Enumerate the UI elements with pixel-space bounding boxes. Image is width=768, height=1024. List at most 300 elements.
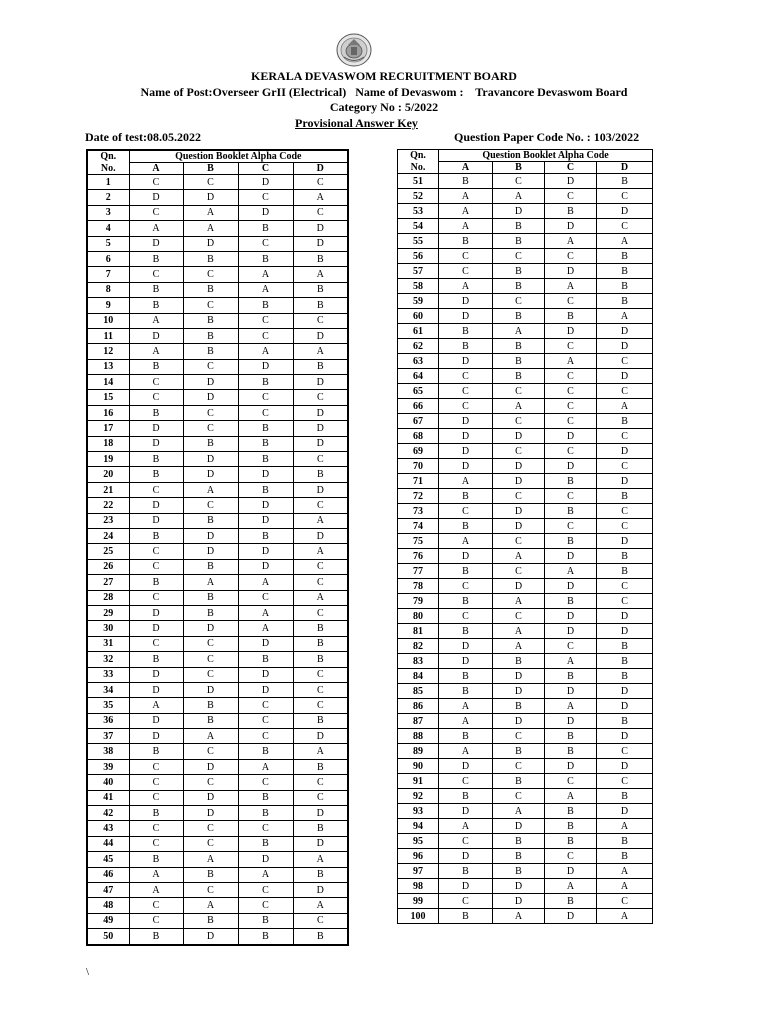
answer-code-a: D — [439, 759, 493, 774]
answer-code-d: D — [597, 444, 653, 459]
answer-code-d: C — [597, 504, 653, 519]
qn-header: Qn. — [87, 150, 129, 163]
answer-code-b: C — [493, 789, 545, 804]
answer-code-c: D — [545, 174, 597, 189]
answer-code-a: D — [129, 236, 183, 251]
answer-code-d: B — [597, 279, 653, 294]
answer-code-d: C — [293, 390, 348, 405]
answer-code-b: B — [183, 559, 238, 574]
question-number: 9 — [87, 298, 129, 313]
table-row — [398, 384, 653, 399]
question-number: 84 — [398, 669, 439, 684]
answer-code-d: C — [597, 384, 653, 399]
table-row — [87, 775, 348, 790]
table-row — [87, 190, 348, 205]
question-number: 64 — [398, 369, 439, 384]
answer-code-b: C — [183, 744, 238, 759]
question-number: 93 — [398, 804, 439, 819]
answer-code-a: B — [439, 489, 493, 504]
answer-code-d: B — [293, 467, 348, 482]
answer-code-c: D — [238, 513, 293, 528]
code-b-header: B — [183, 163, 238, 175]
answer-code-d: D — [597, 729, 653, 744]
answer-code-b: D — [183, 452, 238, 467]
answer-code-a: D — [439, 429, 493, 444]
question-number: 48 — [87, 898, 129, 913]
answer-code-c: C — [238, 775, 293, 790]
answer-code-a: A — [439, 204, 493, 219]
answer-code-b: A — [493, 804, 545, 819]
question-number: 15 — [87, 390, 129, 405]
answer-code-b: B — [493, 864, 545, 879]
table-row — [398, 414, 653, 429]
question-number: 31 — [87, 636, 129, 651]
answer-code-a: B — [439, 234, 493, 249]
answer-code-b: D — [493, 714, 545, 729]
table-row — [87, 729, 348, 744]
answer-code-a: D — [439, 414, 493, 429]
answer-code-c: C — [238, 729, 293, 744]
table-row — [398, 504, 653, 519]
answer-code-c: B — [545, 744, 597, 759]
table-row — [398, 819, 653, 834]
answer-code-d: D — [293, 729, 348, 744]
answer-code-b: C — [183, 267, 238, 282]
answer-code-d: C — [597, 519, 653, 534]
answer-code-b: C — [493, 729, 545, 744]
question-number: 83 — [398, 654, 439, 669]
question-number: 90 — [398, 759, 439, 774]
question-number: 21 — [87, 482, 129, 497]
answer-code-c: A — [238, 759, 293, 774]
answer-code-a: A — [439, 534, 493, 549]
answer-code-b: B — [493, 264, 545, 279]
question-number: 44 — [87, 836, 129, 851]
answer-code-b: B — [183, 282, 238, 297]
table-row — [398, 174, 653, 189]
footer-mark: \ — [86, 966, 90, 978]
answer-code-d: D — [293, 806, 348, 821]
answer-code-a: C — [439, 399, 493, 414]
table-row — [87, 806, 348, 821]
question-number: 52 — [398, 189, 439, 204]
question-number: 20 — [87, 467, 129, 482]
table-row — [398, 429, 653, 444]
table-row — [398, 339, 653, 354]
answer-code-a: A — [439, 744, 493, 759]
question-number: 3 — [87, 205, 129, 220]
answer-code-c: D — [545, 609, 597, 624]
answer-code-d: B — [293, 621, 348, 636]
answer-code-a: C — [439, 894, 493, 909]
answer-code-a: C — [129, 759, 183, 774]
answer-code-d: C — [293, 559, 348, 574]
answer-code-a: D — [439, 459, 493, 474]
table-row — [87, 821, 348, 836]
question-number: 19 — [87, 452, 129, 467]
answer-code-d: A — [293, 852, 348, 867]
answer-code-b: D — [183, 682, 238, 697]
answer-code-d: C — [293, 605, 348, 620]
answer-code-d: A — [293, 513, 348, 528]
answer-code-c: B — [545, 894, 597, 909]
answer-code-a: C — [439, 384, 493, 399]
answer-code-d: C — [597, 189, 653, 204]
table-row — [87, 467, 348, 482]
question-number: 53 — [398, 204, 439, 219]
answer-code-a: D — [439, 309, 493, 324]
table-row — [398, 699, 653, 714]
table-row — [87, 790, 348, 805]
answer-code-d: D — [597, 804, 653, 819]
answer-code-a: B — [439, 909, 493, 924]
table-row — [87, 513, 348, 528]
question-number: 33 — [87, 667, 129, 682]
answer-code-b: B — [183, 513, 238, 528]
answer-code-b: D — [183, 236, 238, 251]
answer-code-b: D — [183, 390, 238, 405]
answer-code-b: C — [183, 652, 238, 667]
answer-code-b: A — [493, 624, 545, 639]
question-number: 11 — [87, 328, 129, 343]
table-row — [398, 204, 653, 219]
answer-code-d: C — [293, 452, 348, 467]
question-number: 47 — [87, 882, 129, 897]
answer-code-b: C — [183, 421, 238, 436]
answer-code-d: A — [293, 190, 348, 205]
code-c-header: C — [545, 162, 597, 174]
question-number: 43 — [87, 821, 129, 836]
table-row — [87, 405, 348, 420]
table-row — [398, 354, 653, 369]
answer-table-right — [397, 149, 653, 924]
answer-code-b: C — [183, 667, 238, 682]
question-number: 29 — [87, 605, 129, 620]
answer-code-c: D — [545, 324, 597, 339]
answer-code-c: A — [545, 699, 597, 714]
answer-code-a: C — [129, 175, 183, 190]
answer-code-d: C — [293, 205, 348, 220]
answer-code-b: C — [493, 759, 545, 774]
answer-code-d: D — [597, 624, 653, 639]
answer-code-d: B — [597, 264, 653, 279]
answer-code-a: B — [439, 729, 493, 744]
question-number: 78 — [398, 579, 439, 594]
answer-code-a: A — [439, 219, 493, 234]
answer-code-c: B — [238, 298, 293, 313]
table-row — [87, 498, 348, 513]
answer-code-a: A — [129, 313, 183, 328]
answer-code-a: D — [439, 654, 493, 669]
answer-code-d: B — [597, 564, 653, 579]
answer-code-a: C — [129, 267, 183, 282]
question-number: 45 — [87, 852, 129, 867]
answer-code-b: D — [493, 474, 545, 489]
table-row — [398, 744, 653, 759]
answer-code-c: C — [238, 313, 293, 328]
table-row — [398, 549, 653, 564]
answer-code-d: A — [597, 234, 653, 249]
answer-code-b: B — [493, 699, 545, 714]
answer-code-d: A — [597, 819, 653, 834]
answer-code-b: A — [493, 189, 545, 204]
table-row — [398, 564, 653, 579]
answer-code-c: C — [238, 882, 293, 897]
answer-code-c: B — [238, 436, 293, 451]
answer-code-c: C — [545, 414, 597, 429]
answer-code-c: D — [545, 219, 597, 234]
answer-code-d: B — [293, 251, 348, 266]
answer-code-d: B — [597, 414, 653, 429]
answer-code-c: B — [545, 474, 597, 489]
answer-code-a: B — [439, 669, 493, 684]
question-number: 55 — [398, 234, 439, 249]
answer-code-c: B — [545, 669, 597, 684]
answer-code-d: C — [293, 498, 348, 513]
answer-code-d: A — [293, 744, 348, 759]
answer-code-c: C — [238, 698, 293, 713]
table-row — [398, 324, 653, 339]
answer-code-b: D — [493, 504, 545, 519]
question-number: 97 — [398, 864, 439, 879]
answer-code-b: D — [493, 459, 545, 474]
answer-code-a: C — [129, 836, 183, 851]
answer-code-c: A — [238, 867, 293, 882]
question-number: 94 — [398, 819, 439, 834]
answer-code-d: A — [597, 864, 653, 879]
answer-code-a: D — [129, 421, 183, 436]
answer-code-b: C — [493, 384, 545, 399]
answer-code-a: D — [439, 354, 493, 369]
question-number: 12 — [87, 344, 129, 359]
answer-code-a: D — [129, 605, 183, 620]
answer-code-a: C — [439, 249, 493, 264]
answer-code-b: B — [493, 219, 545, 234]
question-number: 42 — [87, 806, 129, 821]
answer-key-title: Provisional Answer Key — [295, 116, 418, 130]
answer-code-d: C — [293, 790, 348, 805]
table-row — [398, 684, 653, 699]
table-row — [398, 879, 653, 894]
answer-code-c: A — [545, 234, 597, 249]
question-number: 91 — [398, 774, 439, 789]
table-row — [87, 344, 348, 359]
answer-code-c: B — [238, 375, 293, 390]
answer-code-d: D — [597, 609, 653, 624]
answer-code-a: B — [439, 624, 493, 639]
answer-code-d: A — [293, 544, 348, 559]
question-number: 18 — [87, 436, 129, 451]
question-number: 16 — [87, 405, 129, 420]
no-header: No. — [398, 162, 439, 174]
answer-code-b: C — [493, 174, 545, 189]
table-row — [398, 654, 653, 669]
table-row — [398, 219, 653, 234]
question-number: 26 — [87, 559, 129, 574]
answer-code-d: D — [597, 369, 653, 384]
answer-code-c: B — [238, 652, 293, 667]
answer-code-d: A — [597, 399, 653, 414]
answer-code-b: D — [493, 669, 545, 684]
table-row — [398, 474, 653, 489]
answer-code-b: C — [493, 249, 545, 264]
answer-code-a: B — [439, 789, 493, 804]
answer-code-d: B — [293, 359, 348, 374]
answer-code-d: C — [293, 682, 348, 697]
code-a-header: A — [129, 163, 183, 175]
answer-code-a: A — [129, 221, 183, 236]
answer-code-b: B — [493, 774, 545, 789]
question-number: 66 — [398, 399, 439, 414]
answer-code-b: A — [493, 549, 545, 564]
answer-code-c: B — [545, 594, 597, 609]
answer-code-b: C — [493, 294, 545, 309]
answer-code-c: D — [238, 636, 293, 651]
answer-code-a: C — [129, 590, 183, 605]
booklet-code-header: Question Booklet Alpha Code — [129, 150, 348, 163]
answer-code-b: C — [493, 414, 545, 429]
answer-code-d: C — [293, 175, 348, 190]
answer-code-b: D — [183, 190, 238, 205]
answer-code-d: B — [597, 654, 653, 669]
answer-code-b: B — [493, 834, 545, 849]
answer-code-d: B — [293, 867, 348, 882]
answer-code-c: D — [238, 544, 293, 559]
table-row — [398, 864, 653, 879]
answer-code-d: C — [597, 579, 653, 594]
answer-code-d: D — [293, 405, 348, 420]
answer-code-a: A — [439, 189, 493, 204]
question-number: 98 — [398, 879, 439, 894]
table-row — [87, 282, 348, 297]
answer-code-d: C — [597, 429, 653, 444]
question-number: 40 — [87, 775, 129, 790]
answer-code-d: C — [293, 575, 348, 590]
answer-code-b: C — [493, 444, 545, 459]
answer-code-b: A — [183, 482, 238, 497]
question-number: 71 — [398, 474, 439, 489]
table-row — [398, 894, 653, 909]
table-row — [87, 682, 348, 697]
answer-code-a: B — [129, 359, 183, 374]
answer-code-b: D — [493, 429, 545, 444]
answer-code-c: B — [545, 804, 597, 819]
answer-code-d: D — [293, 836, 348, 851]
answer-code-c: A — [238, 344, 293, 359]
question-number: 51 — [398, 174, 439, 189]
answer-code-d: D — [293, 421, 348, 436]
answer-code-a: B — [129, 929, 183, 945]
answer-code-a: B — [439, 519, 493, 534]
answer-code-d: D — [293, 882, 348, 897]
table-row — [87, 436, 348, 451]
answer-code-b: C — [183, 821, 238, 836]
answer-code-d: C — [293, 913, 348, 928]
table-row — [87, 898, 348, 913]
question-number: 75 — [398, 534, 439, 549]
code-d-header: D — [293, 163, 348, 175]
answer-code-a: B — [129, 652, 183, 667]
table-row — [87, 652, 348, 667]
answer-code-d: B — [293, 636, 348, 651]
answer-code-d: B — [293, 652, 348, 667]
answer-code-b: D — [183, 806, 238, 821]
answer-code-b: B — [183, 713, 238, 728]
table-row — [87, 359, 348, 374]
answer-code-d: D — [293, 236, 348, 251]
question-number: 58 — [398, 279, 439, 294]
answer-code-d: D — [293, 436, 348, 451]
answer-code-a: D — [129, 729, 183, 744]
question-number: 27 — [87, 575, 129, 590]
answer-code-a: D — [439, 639, 493, 654]
answer-code-a: C — [439, 774, 493, 789]
table-row — [398, 624, 653, 639]
question-number: 74 — [398, 519, 439, 534]
answer-code-a: B — [439, 564, 493, 579]
answer-code-d: A — [293, 898, 348, 913]
answer-code-a: C — [439, 504, 493, 519]
answer-code-a: A — [129, 698, 183, 713]
answer-code-b: B — [183, 251, 238, 266]
answer-code-a: D — [129, 621, 183, 636]
answer-code-a: C — [129, 559, 183, 574]
answer-code-d: D — [597, 339, 653, 354]
answer-code-c: B — [238, 528, 293, 543]
question-number: 69 — [398, 444, 439, 459]
question-number: 30 — [87, 621, 129, 636]
table-row — [87, 744, 348, 759]
answer-code-d: D — [597, 474, 653, 489]
answer-code-d: A — [293, 344, 348, 359]
answer-code-b: A — [183, 221, 238, 236]
answer-code-a: D — [129, 498, 183, 513]
table-row — [398, 609, 653, 624]
table-row — [398, 834, 653, 849]
answer-code-a: B — [439, 594, 493, 609]
answer-code-d: C — [597, 354, 653, 369]
answer-code-d: D — [293, 482, 348, 497]
answer-code-a: C — [439, 264, 493, 279]
answer-code-b: A — [183, 852, 238, 867]
table-row — [398, 534, 653, 549]
answer-code-c: C — [545, 369, 597, 384]
answer-code-b: B — [183, 698, 238, 713]
question-number: 79 — [398, 594, 439, 609]
answer-code-c: B — [545, 534, 597, 549]
answer-code-b: B — [183, 344, 238, 359]
table-row — [87, 544, 348, 559]
table-row — [398, 234, 653, 249]
table-row — [87, 852, 348, 867]
answer-code-c: A — [238, 282, 293, 297]
answer-code-a: B — [129, 298, 183, 313]
question-number: 77 — [398, 564, 439, 579]
answer-code-c: C — [545, 444, 597, 459]
answer-code-b: C — [493, 489, 545, 504]
answer-code-b: A — [493, 594, 545, 609]
answer-code-d: B — [597, 174, 653, 189]
answer-code-c: A — [238, 575, 293, 590]
question-number: 37 — [87, 729, 129, 744]
answer-code-d: C — [597, 219, 653, 234]
answer-code-c: A — [238, 605, 293, 620]
answer-code-b: C — [183, 298, 238, 313]
table-row — [398, 309, 653, 324]
answer-code-c: C — [545, 399, 597, 414]
answer-code-b: A — [183, 575, 238, 590]
table-row — [87, 913, 348, 928]
